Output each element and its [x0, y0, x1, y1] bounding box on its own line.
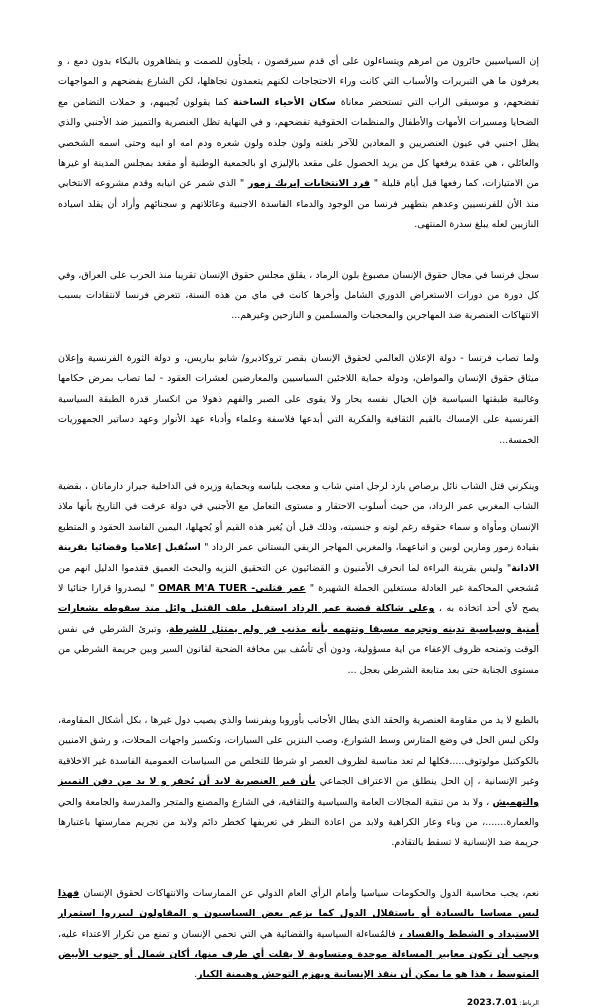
- text-run: " وليس بقرينة البراءة لما انحرف الأمنيون و القضائيون عن التحقيق النزيه والبحث العميق فقدموا الدليل انهم من مُشجعي المحاكمة غير العادلة مستغلين الجملة الشهيرة ": [58, 562, 539, 594]
- text-run: فالمُساءلة السياسية والقضائية هي التي تحمي الإنسان و تمنع من تكرار الاعتداء عليه،: [58, 928, 400, 940]
- date-colon: :: [517, 998, 522, 1007]
- text-run: وينكرني قتل الشاب نائل برصاص بارد لرجل امني شاب و معجب بلباسه وبحماية وزيره في الداخلية جيرار دارمانان ، بقضية الشاب المغربي عمر الرداد، من حيث أسلوب الاحتقار و مستوى التعامل مع الأجنبي في دولة عرفت في التاريخ بأنها ملاذ الإنسان ومأواه و سماء حقوقه رغم لونه و جنسيته، وذلك قبل أن يُغير هذه القيم أو يُجهلها، اليمين الفاسد الحقود و المتطبع بقيادة زمور ومارين لوبين و اتباعهما، والمغربي المهاجر الريفي البستاني عمر الرداد ": [58, 480, 539, 554]
- dateline: [58, 998, 539, 1008]
- paragraph-2: [58, 266, 539, 327]
- text-run: فهذا ليس مساسا بالسيادة أو باستقلال الدول كما يزعم بعض السياسيون و المقاولون ليبرروا استمرار الاستبداد و الشطط والفساد ،: [58, 887, 539, 940]
- text-run: " الذي شمر عن انيابه وقدم مشروعه الانتخابي منذ الأن للفرنسيين وعدهم بتطهير فرنسا من الوجود والدماء الفاسدة الاجنبية وعائلاتهم و سجنائهم وأراد أن يقلد اسياده النازيين لعله يبلغ سدرة المنتهى.: [58, 178, 539, 231]
- text-run: .: [194, 969, 198, 981]
- paragraph-6: [58, 884, 539, 986]
- text-run: ولما تصاب فرنسا - دولة الإعلان العالمي لحقوق الإنسان بقصر تروكاديرو/ شايو بباريس، و دولة الثورة الفرنسية وإعلان ميثاق حقوق الإنسان والمواطن، ودولة حماية اللاجئين السياسيين والمعارضين لعشرات العقود - لما تصاب بمرض حكامها وغالبية طبقتها السياسية فإن الخيال نفسه يحار ولا يقوى على الصبر والفهم ذهولا من انكسار قدرة الطبقة السياسية الفرنسية على الإمساك بالقيم الثقافية والفكرية التي أبدعها فلاسفة وعلماء وأدباء عهد الأنوار وعهد دساتير الجمهوريات الخمسة...: [58, 352, 539, 446]
- text-run: سكان الأحياء الساخنة: [232, 96, 336, 108]
- text-run: بالطبع لا يد من مقاومة العنصرية والحقد الذي يطال الأجانب بأوروبا ويفرنسا والذي يصيب دول غيرها ، بكل أشكال المقاومة، ولكن ليس الحل في وضع المتارس وسط الشوارع، وصب البنزين على السيارات، وتكسير واجهات المحلات، و رشق الامنيين بالكوكتيل مولوتوف.....فكلها لم تعد مناسبة لظروف العصر او شرطا للتخلص من السياسات العمومية الفاسدة غير الاخلاقية وغير الإنسانية ، إن الحل ينطلق من الاعتراف الجماعي: [58, 714, 540, 788]
- paragraph-4: [58, 477, 539, 681]
- text-run: وعلى شاكلة قضية عمر الرداد استقبل ملف القتيل وائل منذ سقوطه بشعارات أمنية وسياسية تدينه وتجرمه مسبقا وتتهمه بأنه مذنب فر ولم يمتثل للشرطة: [58, 603, 539, 635]
- text-run: استُقبل إعلاميا وقضائيا بقرينة الادانة: [58, 542, 539, 574]
- text-run: ، ولا بد من تنقية المجالات العامة والسياسية والثقافية، في الشارع والمصنع والمتجر والمدرسة والجامعة والحي والعمارة.......، من وباء وعار الكراهية ولابد من اعادة النظر في تعريفها كخطر دائم ولابد من تجريم ممارستها باعتبارها جريمة ضد الإنسانية لا تسقط بالتقادم.: [58, 796, 539, 849]
- date-label: الرباط: [521, 998, 539, 1007]
- text-run: كما يقولون تُجيبهم، و حملات التضامن مع الضحايا ومسيرات الأمهات والأطفال والمنظمات الحقوقية تفضحهم، و في النهاية تظل العنصرية والتمييز ضد الأجنبي والذي يظل اجنبي في عيون العنصريين و المعادين للآخر بلغته ولون جلده ولون شعره ودم امه او ابيه وحتى اسمه الشخصي والعائلي ، هي عقدة يرفعها كل من يريد الحصول على مقعد بالإليزي او بالجمعية الوطنية أو مقعد بمجلس المدينة او غيرها من الامتيازات، كما رفعها قبل أيام قليلة ": [58, 96, 539, 190]
- text-run: فرد الانتخابات إيريك زمور: [248, 178, 370, 190]
- text-run: سجل فرنسا في مجال حقوق الإنسان مصبوغ بلون الرماد ، يقلق مجلس حقوق الإنسان تقريبا منذ الحرب على العراق، وفي كل دورة من دورات الاستعراض الدوري الشامل وأخرها كانت في ماي من هذه السنة، تتعرض فرنسا لانتقادات بسبب الانتهاكات العنصرية ضد المهاجرين والمحجبات والمسلمين و النازحين وغيرهم...: [58, 269, 539, 322]
- article-body: [58, 52, 539, 1008]
- text-run: بأن قبر العنصرية لابد أن يُحفر و لا بد من دفن التمييز والتهميش: [58, 776, 539, 808]
- paragraph-1: [58, 52, 539, 236]
- paragraph-3: [58, 349, 539, 451]
- text-run: إن السياسيين حائرون من امرهم ويتساءلون على أي قدم سيرقصون ، يلجأون للصمت و يتظاهرون بالبكاء بدون دمع ، و يعرفون ما هي التبريرات والأسباب التي كانت وراء الاحتجاجات لكنهم يتعمدون تجاهلها، لكن الشارع يفضحهم و المواجهات تفضحهم، و موسيقى الراب التي تستحضر معاناة: [58, 56, 539, 108]
- text-run: ، وتبرئ الشرطي في نفس الوقت وتمنحه ظروف الإعفاء من اية مسؤولية، ودون أي تأسُف بين مخافة الضحية لقانون السير وبين جريمة الشرطي من مستوى الجناية حتى بعد متابعة الشرطي بعجل ...: [58, 623, 539, 676]
- paragraph-5: [58, 711, 539, 854]
- text-run: نعم، يجب محاسبة الدول والحكومات سياسيا وأمام الرأي العام الدولي عن الممارسات والانتهاكات لحقوق الإنسان: [79, 887, 539, 899]
- text-run: ويجب أن تكون معايير المساءلة موحدة ومتساوية لا يفلت أي طرف منها، أكان شمال أو جنوب الأبيض المتوسط ، هذا هو ما يمكن أن ينقذ الإنسانية ويهزم التوحش وهيمنة الكبار: [58, 949, 539, 981]
- text-run: " ليصدروا قرارا جنائيا لا يصح لأي أحد اتخاذه به ،: [58, 582, 539, 615]
- text-run: عمر قتلني- OMAR M'A TUER: [158, 582, 306, 594]
- date-value: 2023.7.01: [466, 997, 518, 1008]
